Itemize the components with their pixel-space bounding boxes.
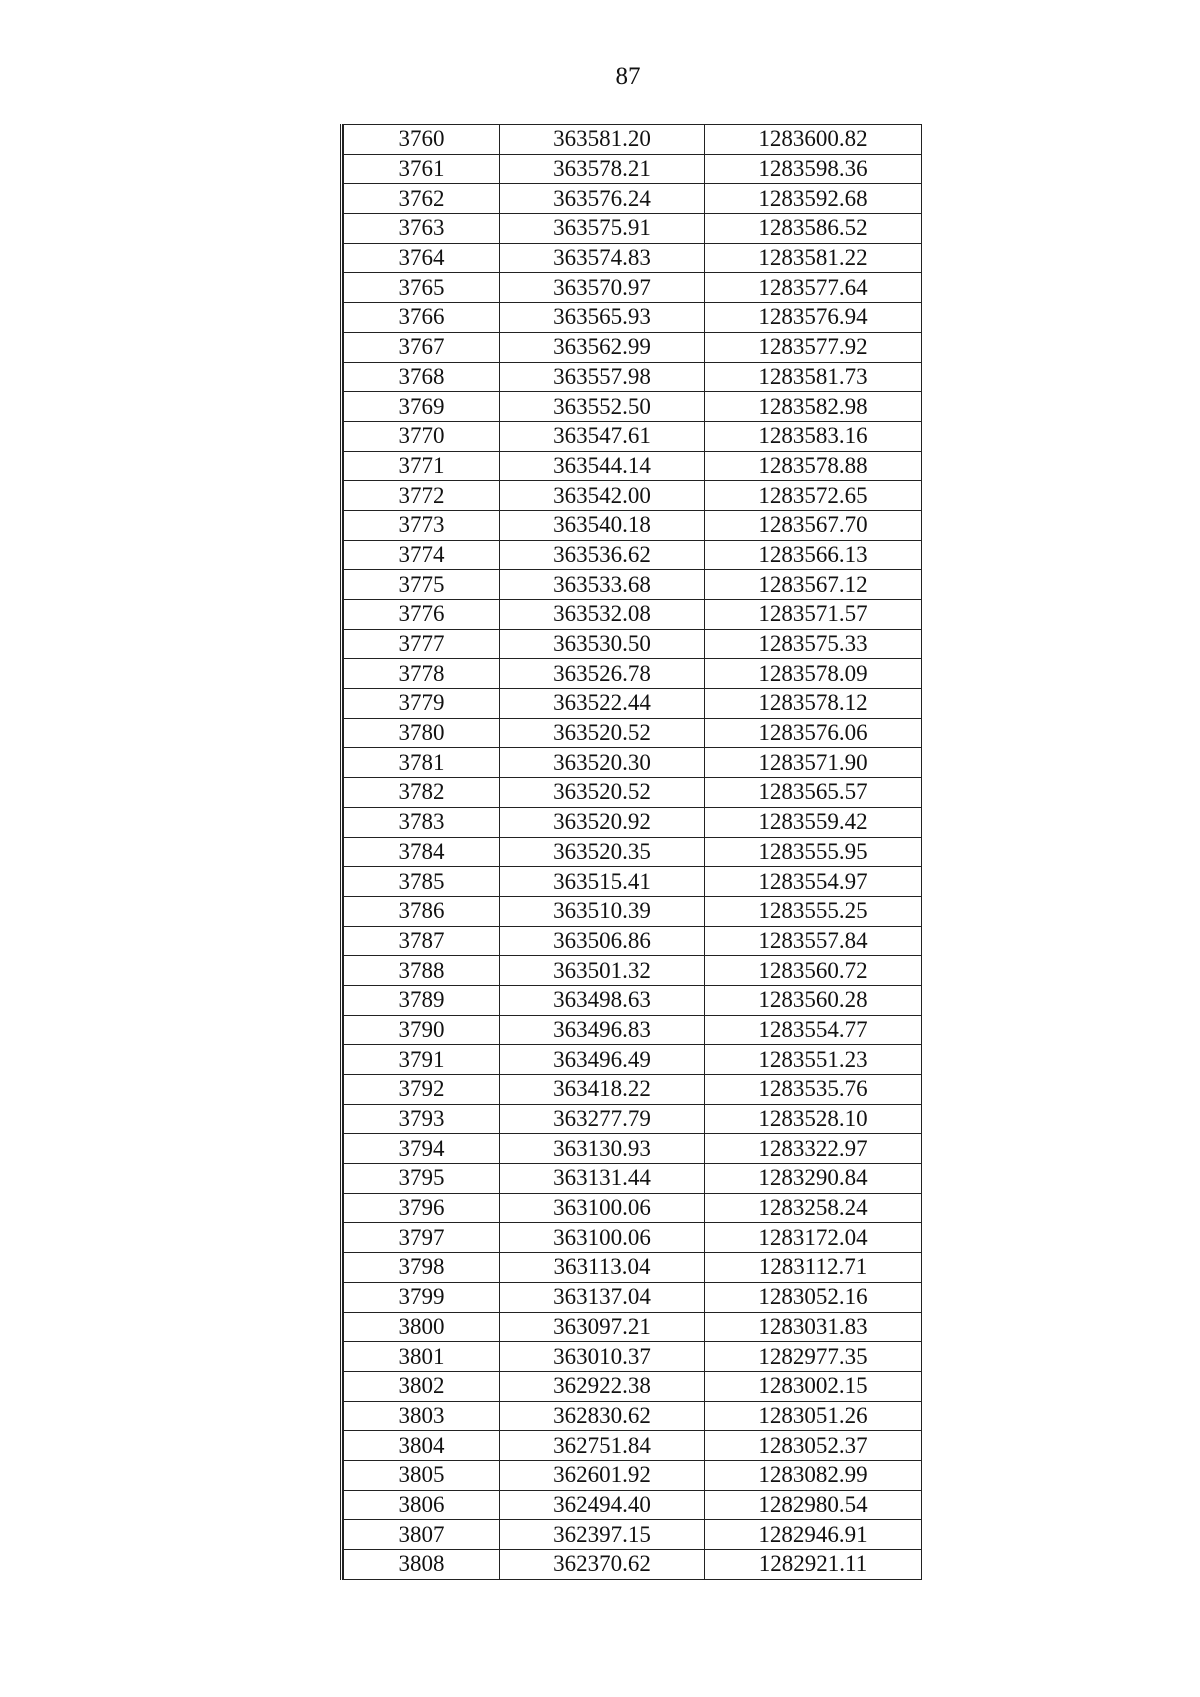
x-coordinate-cell: 363496.49	[500, 1045, 705, 1075]
y-coordinate-cell: 1283052.37	[705, 1431, 922, 1461]
table-row	[344, 1104, 922, 1134]
table-row	[344, 1253, 922, 1283]
x-coordinate-cell: 363536.62	[500, 540, 705, 570]
y-coordinate-cell: 1283051.26	[705, 1401, 922, 1431]
point-number-cell: 3807	[344, 1520, 500, 1550]
x-coordinate-cell: 363418.22	[500, 1075, 705, 1105]
y-coordinate-cell: 1282980.54	[705, 1490, 922, 1520]
x-coordinate-cell: 363547.61	[500, 421, 705, 451]
point-number-cell: 3786	[344, 896, 500, 926]
point-number-cell: 3765	[344, 273, 500, 303]
table-row	[344, 629, 922, 659]
point-number-cell: 3792	[344, 1075, 500, 1105]
point-number-cell: 3800	[344, 1312, 500, 1342]
point-number-cell: 3790	[344, 1015, 500, 1045]
x-coordinate-cell: 363520.30	[500, 748, 705, 778]
x-coordinate-cell: 363501.32	[500, 956, 705, 986]
x-coordinate-cell: 363575.91	[500, 214, 705, 244]
y-coordinate-cell: 1283575.33	[705, 629, 922, 659]
y-coordinate-cell: 1283572.65	[705, 481, 922, 511]
x-coordinate-cell: 363131.44	[500, 1164, 705, 1194]
y-coordinate-cell: 1283583.16	[705, 421, 922, 451]
table-row	[344, 1134, 922, 1164]
x-coordinate-cell: 363498.63	[500, 985, 705, 1015]
point-number-cell: 3805	[344, 1460, 500, 1490]
y-coordinate-cell: 1283566.13	[705, 540, 922, 570]
table-row	[344, 1312, 922, 1342]
point-number-cell: 3773	[344, 510, 500, 540]
x-coordinate-cell: 363113.04	[500, 1253, 705, 1283]
x-coordinate-cell: 363520.92	[500, 807, 705, 837]
point-number-cell: 3768	[344, 362, 500, 392]
y-coordinate-cell: 1283551.23	[705, 1045, 922, 1075]
y-coordinate-cell: 1282946.91	[705, 1520, 922, 1550]
point-number-cell: 3778	[344, 659, 500, 689]
y-coordinate-cell: 1283578.09	[705, 659, 922, 689]
x-coordinate-cell: 363562.99	[500, 332, 705, 362]
x-coordinate-cell: 363100.06	[500, 1223, 705, 1253]
point-number-cell: 3798	[344, 1253, 500, 1283]
point-number-cell: 3770	[344, 421, 500, 451]
table-row	[344, 184, 922, 214]
table-row	[344, 392, 922, 422]
point-number-cell: 3802	[344, 1371, 500, 1401]
table-row	[344, 421, 922, 451]
x-coordinate-cell: 363557.98	[500, 362, 705, 392]
table-row	[344, 1431, 922, 1461]
table-row	[344, 1371, 922, 1401]
y-coordinate-cell: 1283600.82	[705, 125, 922, 155]
x-coordinate-cell: 363544.14	[500, 451, 705, 481]
table-row	[344, 1342, 922, 1372]
point-number-cell: 3777	[344, 629, 500, 659]
point-number-cell: 3794	[344, 1134, 500, 1164]
table-row	[344, 1075, 922, 1105]
x-coordinate-cell: 363576.24	[500, 184, 705, 214]
point-number-cell: 3781	[344, 748, 500, 778]
point-number-cell: 3767	[344, 332, 500, 362]
x-coordinate-cell: 362751.84	[500, 1431, 705, 1461]
page-number: 87	[615, 63, 641, 90]
point-number-cell: 3766	[344, 303, 500, 333]
y-coordinate-cell: 1283577.92	[705, 332, 922, 362]
y-coordinate-cell: 1283577.64	[705, 273, 922, 303]
y-coordinate-cell: 1283560.72	[705, 956, 922, 986]
point-number-cell: 3784	[344, 837, 500, 867]
point-number-cell: 3774	[344, 540, 500, 570]
table-row	[344, 1490, 922, 1520]
y-coordinate-cell: 1282977.35	[705, 1342, 922, 1372]
point-number-cell: 3760	[344, 125, 500, 155]
table-row	[344, 807, 922, 837]
point-number-cell: 3808	[344, 1550, 500, 1580]
table-row	[344, 1223, 922, 1253]
table-row	[344, 1045, 922, 1075]
y-coordinate-cell: 1283258.24	[705, 1193, 922, 1223]
x-coordinate-cell: 363542.00	[500, 481, 705, 511]
point-number-cell: 3789	[344, 985, 500, 1015]
y-coordinate-cell: 1283578.12	[705, 689, 922, 719]
table-row	[344, 273, 922, 303]
point-number-cell: 3787	[344, 926, 500, 956]
table-row	[344, 1015, 922, 1045]
x-coordinate-cell: 363581.20	[500, 125, 705, 155]
point-number-cell: 3776	[344, 600, 500, 630]
x-coordinate-cell: 363530.50	[500, 629, 705, 659]
y-coordinate-cell: 1283557.84	[705, 926, 922, 956]
x-coordinate-cell: 363010.37	[500, 1342, 705, 1372]
y-coordinate-cell: 1283592.68	[705, 184, 922, 214]
point-number-cell: 3780	[344, 718, 500, 748]
x-coordinate-cell: 362601.92	[500, 1460, 705, 1490]
point-number-cell: 3769	[344, 392, 500, 422]
table-row	[344, 570, 922, 600]
x-coordinate-cell: 363540.18	[500, 510, 705, 540]
point-number-cell: 3793	[344, 1104, 500, 1134]
table-row	[344, 778, 922, 808]
table-row	[344, 1282, 922, 1312]
y-coordinate-cell: 1283567.12	[705, 570, 922, 600]
coordinates-table-body	[344, 125, 922, 1580]
x-coordinate-cell: 362397.15	[500, 1520, 705, 1550]
table-row	[344, 1520, 922, 1550]
y-coordinate-cell: 1282921.11	[705, 1550, 922, 1580]
table-row	[344, 1550, 922, 1580]
y-coordinate-cell: 1283322.97	[705, 1134, 922, 1164]
y-coordinate-cell: 1283112.71	[705, 1253, 922, 1283]
table-row	[344, 1460, 922, 1490]
point-number-cell: 3804	[344, 1431, 500, 1461]
y-coordinate-cell: 1283586.52	[705, 214, 922, 244]
point-number-cell: 3782	[344, 778, 500, 808]
y-coordinate-cell: 1283581.73	[705, 362, 922, 392]
table-row	[344, 748, 922, 778]
y-coordinate-cell: 1283290.84	[705, 1164, 922, 1194]
y-coordinate-cell: 1283582.98	[705, 392, 922, 422]
x-coordinate-cell: 362830.62	[500, 1401, 705, 1431]
x-coordinate-cell: 363522.44	[500, 689, 705, 719]
y-coordinate-cell: 1283554.77	[705, 1015, 922, 1045]
x-coordinate-cell: 363510.39	[500, 896, 705, 926]
table-row	[344, 718, 922, 748]
y-coordinate-cell: 1283576.06	[705, 718, 922, 748]
x-coordinate-cell: 363520.52	[500, 778, 705, 808]
y-coordinate-cell: 1283555.95	[705, 837, 922, 867]
point-number-cell: 3772	[344, 481, 500, 511]
point-number-cell: 3791	[344, 1045, 500, 1075]
table-row	[344, 600, 922, 630]
x-coordinate-cell: 363277.79	[500, 1104, 705, 1134]
x-coordinate-cell: 363130.93	[500, 1134, 705, 1164]
x-coordinate-cell: 363520.52	[500, 718, 705, 748]
x-coordinate-cell: 362922.38	[500, 1371, 705, 1401]
point-number-cell: 3763	[344, 214, 500, 244]
y-coordinate-cell: 1283581.22	[705, 243, 922, 273]
x-coordinate-cell: 363520.35	[500, 837, 705, 867]
table-row	[344, 837, 922, 867]
table-row	[344, 896, 922, 926]
point-number-cell: 3801	[344, 1342, 500, 1372]
point-number-cell: 3797	[344, 1223, 500, 1253]
point-number-cell: 3783	[344, 807, 500, 837]
point-number-cell: 3795	[344, 1164, 500, 1194]
y-coordinate-cell: 1283565.57	[705, 778, 922, 808]
y-coordinate-cell: 1283560.28	[705, 985, 922, 1015]
x-coordinate-cell: 363496.83	[500, 1015, 705, 1045]
point-number-cell: 3761	[344, 154, 500, 184]
table-row	[344, 867, 922, 897]
y-coordinate-cell: 1283598.36	[705, 154, 922, 184]
table-row	[344, 125, 922, 155]
y-coordinate-cell: 1283571.57	[705, 600, 922, 630]
x-coordinate-cell: 363515.41	[500, 867, 705, 897]
x-coordinate-cell: 363526.78	[500, 659, 705, 689]
x-coordinate-cell: 363100.06	[500, 1193, 705, 1223]
table-row	[344, 689, 922, 719]
table-row	[344, 956, 922, 986]
point-number-cell: 3771	[344, 451, 500, 481]
point-number-cell: 3775	[344, 570, 500, 600]
y-coordinate-cell: 1283082.99	[705, 1460, 922, 1490]
point-number-cell: 3764	[344, 243, 500, 273]
x-coordinate-cell: 363578.21	[500, 154, 705, 184]
point-number-cell: 3785	[344, 867, 500, 897]
coordinates-table-container	[340, 124, 922, 1580]
y-coordinate-cell: 1283172.04	[705, 1223, 922, 1253]
x-coordinate-cell: 363532.08	[500, 600, 705, 630]
x-coordinate-cell: 363570.97	[500, 273, 705, 303]
point-number-cell: 3803	[344, 1401, 500, 1431]
table-row	[344, 332, 922, 362]
table-row	[344, 243, 922, 273]
point-number-cell: 3788	[344, 956, 500, 986]
y-coordinate-cell: 1283571.90	[705, 748, 922, 778]
x-coordinate-cell: 363506.86	[500, 926, 705, 956]
table-row	[344, 154, 922, 184]
x-coordinate-cell: 363574.83	[500, 243, 705, 273]
y-coordinate-cell: 1283554.97	[705, 867, 922, 897]
point-number-cell: 3779	[344, 689, 500, 719]
y-coordinate-cell: 1283535.76	[705, 1075, 922, 1105]
point-number-cell: 3796	[344, 1193, 500, 1223]
table-row	[344, 214, 922, 244]
y-coordinate-cell: 1283031.83	[705, 1312, 922, 1342]
y-coordinate-cell: 1283555.25	[705, 896, 922, 926]
x-coordinate-cell: 363552.50	[500, 392, 705, 422]
table-row	[344, 926, 922, 956]
y-coordinate-cell: 1283567.70	[705, 510, 922, 540]
point-number-cell: 3806	[344, 1490, 500, 1520]
coordinates-table	[343, 124, 922, 1580]
x-coordinate-cell: 363565.93	[500, 303, 705, 333]
y-coordinate-cell: 1283559.42	[705, 807, 922, 837]
table-row	[344, 1401, 922, 1431]
table-row	[344, 540, 922, 570]
table-row	[344, 451, 922, 481]
table-row	[344, 1164, 922, 1194]
x-coordinate-cell: 362494.40	[500, 1490, 705, 1520]
table-row	[344, 985, 922, 1015]
point-number-cell: 3799	[344, 1282, 500, 1312]
x-coordinate-cell: 363533.68	[500, 570, 705, 600]
table-row	[344, 362, 922, 392]
y-coordinate-cell: 1283528.10	[705, 1104, 922, 1134]
x-coordinate-cell: 362370.62	[500, 1550, 705, 1580]
y-coordinate-cell: 1283576.94	[705, 303, 922, 333]
y-coordinate-cell: 1283578.88	[705, 451, 922, 481]
y-coordinate-cell: 1283002.15	[705, 1371, 922, 1401]
point-number-cell: 3762	[344, 184, 500, 214]
table-row	[344, 510, 922, 540]
table-row	[344, 303, 922, 333]
table-row	[344, 481, 922, 511]
x-coordinate-cell: 363097.21	[500, 1312, 705, 1342]
y-coordinate-cell: 1283052.16	[705, 1282, 922, 1312]
table-row	[344, 659, 922, 689]
x-coordinate-cell: 363137.04	[500, 1282, 705, 1312]
table-row	[344, 1193, 922, 1223]
